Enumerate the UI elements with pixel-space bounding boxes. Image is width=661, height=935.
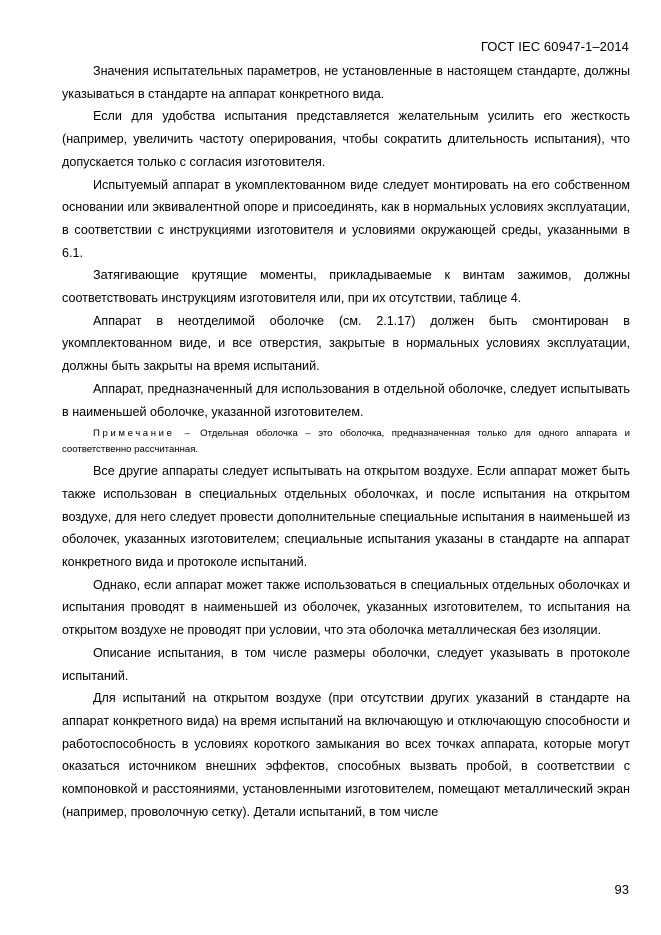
note-text: Отдельная оболочка – это оболочка, предназначенная только для одного аппарата и соответственно рассчитанная. [62,428,631,456]
paragraph: Испытуемый аппарат в укомплектованном виде следует монтировать на его собственном основании или эквивалентной опоре и присоединять, как в нормальных условиях эксплуатации, в соответствии с инструкциями изготовителя и условиями окружающей среды, указанными в 6.1. [62,177,630,260]
note-label: Примечание – [93,428,193,440]
paragraph: Однако, если аппарат может также использоваться в специальных отдельных оболочках и испытания проводят в наименьшей из оболочек, указанных изготовителем, то испытания на открытом воздухе не проводят при условии, что эта оболочка металлическая без изоляции. [62,577,630,638]
paragraph: Аппарат, предназначенный для использования в отдельной оболочке, следует испытывать в наименьшей оболочке, указанной изготовителем. [62,381,630,419]
note [62,423,630,460]
paragraph: Аппарат в неотделимой оболочке (см. 2.1.17) должен быть смонтирован в укомплектованном виде, и все отверстия, закрытые в нормальных условиях эксплуатации, должны быть закрыты на время испытаний. [62,313,630,374]
paragraph: Затягивающие крутящие моменты, прикладываемые к винтам зажимов, должны соответствовать инструкциям изготовителя или, при их отсутствии, таблице 4. [62,268,630,306]
page-number: 93 [614,882,629,897]
paragraph: Для испытаний на открытом воздухе (при отсутствии других указаний в стандарте на аппарат конкретного вида) на время испытаний на включающую и отключающую способности и работоспособность в условиях короткого замыкания во всех точках аппарата, которые могут оказаться источником внешних эффектов, способных вызвать пробой, в соответствии с компоновкой и расстояниями, установленными изготовителем, помещают металлический экран (например, проволочную сетку). Детали испытаний, в том числе [62,691,630,819]
paragraph: Описание испытания, в том числе размеры оболочки, следует указывать в протоколе испытаний. [62,645,630,683]
paragraph: Все другие аппараты следует испытывать на открытом воздухе. Если аппарат может быть также использован в специальных отдельных оболочках, и после испытания на открытом воздухе, для него следует провести дополнительные специальные испытания в наименьшей из оболочек, указанных изготовителем; специальные испытания указаны в стандарте на аппарат конкретного вида и протоколе испытаний. [62,464,630,570]
standard-code-header: ГОСТ IEC 60947-1–2014 [480,39,629,54]
paragraph: Значения испытательных параметров, не установленные в настоящем стандарте, должны указываться в стандарте на аппарат конкретного вида. [62,64,630,101]
document-body [62,60,630,824]
paragraph: Если для удобства испытания представляется желательным усилить его жесткость (например, увеличить частоту оперирования, чтобы сократить длительность испытания), что допускается только с согласия изготовителя. [62,109,630,169]
